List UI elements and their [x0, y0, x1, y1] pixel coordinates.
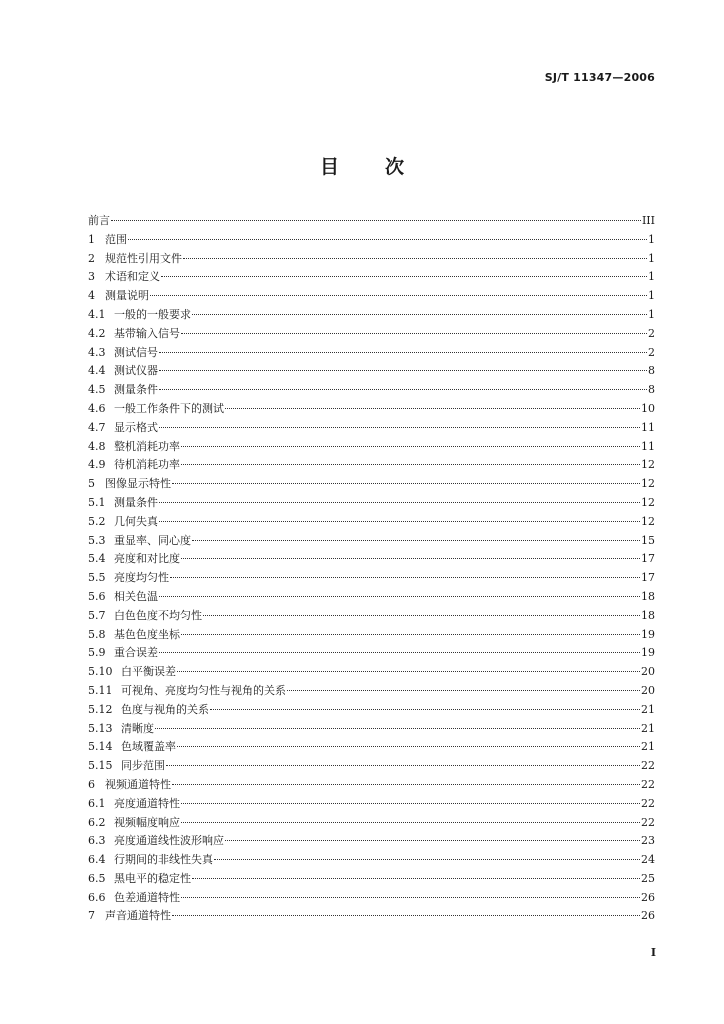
toc-entry[interactable] — [88, 720, 655, 739]
toc-entry[interactable] — [88, 231, 655, 250]
toc-entry-title: 亮度均匀性 — [114, 571, 169, 585]
toc-entry-page: 1 — [648, 270, 655, 284]
toc-entry-title: 待机消耗功率 — [114, 458, 180, 472]
toc-leader-dots — [159, 426, 640, 428]
toc-leader-dots — [181, 633, 640, 635]
toc-entry-title: 整机消耗功率 — [114, 439, 180, 453]
toc-entry-number: 6.2 — [88, 815, 106, 829]
toc-entry[interactable] — [88, 626, 655, 645]
toc-leader-dots — [128, 238, 647, 240]
toc-entry-page: 19 — [641, 627, 655, 641]
toc-entry-title: 色域覆盖率 — [121, 740, 176, 754]
toc-leader-dots — [203, 614, 640, 616]
toc-entry[interactable] — [88, 532, 655, 551]
toc-entry[interactable] — [88, 494, 655, 513]
toc-leader-dots — [183, 257, 647, 259]
toc-entry[interactable] — [88, 306, 655, 325]
page-title — [0, 152, 724, 179]
toc-entry-page: 26 — [641, 909, 655, 923]
toc-entry-number: 5.8 — [88, 627, 106, 641]
toc-entry-number: 5.5 — [88, 571, 106, 585]
toc-leader-dots — [159, 501, 640, 503]
toc-entry-page: III — [641, 214, 655, 227]
toc-entry-number: 4.4 — [88, 364, 106, 378]
toc-entry-number: 5.12 — [88, 702, 113, 716]
toc-leader-dots — [181, 802, 640, 804]
toc-leader-dots — [225, 407, 640, 409]
toc-entry-page: 22 — [641, 815, 655, 829]
toc-entry[interactable] — [88, 381, 655, 400]
toc-entry-page: 26 — [641, 890, 655, 904]
toc-entry-number: 6.6 — [88, 890, 106, 904]
toc-entry-page: 23 — [641, 834, 655, 848]
toc-leader-dots — [192, 539, 640, 541]
toc-entry-number: 4.9 — [88, 458, 106, 472]
toc-entry-title: 测量说明 — [105, 289, 149, 303]
toc-entry-page: 17 — [641, 571, 655, 585]
toc-entry-number: 5.2 — [88, 514, 106, 528]
toc-entry-number: 5.3 — [88, 533, 106, 547]
toc-entry[interactable] — [88, 475, 655, 494]
toc-leader-dots — [150, 294, 647, 296]
toc-leader-dots — [172, 914, 640, 916]
toc-leader-dots — [192, 313, 647, 315]
toc-entry-title: 清晰度 — [121, 721, 154, 735]
toc-entry-number: 3 — [88, 270, 95, 284]
toc-entry-number: 5.9 — [88, 646, 106, 660]
toc-entry[interactable] — [88, 607, 655, 626]
toc-leader-dots — [172, 783, 640, 785]
toc-entry-number: 4.6 — [88, 401, 106, 415]
toc-entry-title: 视频通道特性 — [105, 777, 171, 791]
toc-entry[interactable] — [88, 851, 655, 870]
toc-entry-number: 5.1 — [88, 495, 106, 509]
toc-entry[interactable] — [88, 907, 655, 926]
toc-entry[interactable] — [88, 344, 655, 363]
toc-entry-page: 8 — [648, 383, 655, 397]
toc-entry-number: 5.6 — [88, 589, 106, 603]
toc-leader-dots — [166, 764, 640, 766]
toc-entry-page: 22 — [641, 777, 655, 791]
toc-entry-number: 5.7 — [88, 608, 106, 622]
toc-entry-title: 亮度通道特性 — [114, 796, 180, 810]
toc-entry[interactable] — [88, 644, 655, 663]
toc-entry[interactable] — [88, 569, 655, 588]
toc-entry-title: 几何失真 — [114, 514, 158, 528]
toc-leader-dots — [181, 821, 640, 823]
toc-leader-dots — [159, 651, 640, 653]
toc-leader-dots — [111, 219, 641, 221]
toc-entry-title: 基色色度坐标 — [114, 627, 180, 641]
toc-leader-dots — [287, 689, 640, 691]
toc-entry-page: 21 — [641, 721, 655, 735]
standard-code: SJ/T 11347—2006 — [544, 71, 655, 84]
toc-entry[interactable] — [88, 400, 655, 419]
toc-entry[interactable] — [88, 814, 655, 833]
toc-leader-dots — [181, 463, 640, 465]
toc-entry-page: 8 — [648, 364, 655, 378]
toc-entry-page: 12 — [641, 514, 655, 528]
toc-entry-title: 重合误差 — [114, 646, 158, 660]
toc-entry[interactable] — [88, 362, 655, 381]
toc-entry-page: 11 — [641, 420, 655, 434]
toc-entry-title: 白平衡误差 — [121, 665, 176, 679]
toc-entry-number: 5.4 — [88, 552, 106, 566]
toc-entry-page: 2 — [648, 345, 655, 359]
toc-entry[interactable] — [88, 438, 655, 457]
toc-entry-number: 2 — [88, 251, 95, 265]
toc-entry-title: 声音通道特性 — [105, 909, 171, 923]
toc-entry[interactable] — [88, 738, 655, 757]
toc-entry-page: 12 — [641, 477, 655, 491]
toc-entry-page: 20 — [641, 683, 655, 697]
toc-entry-number: 4.5 — [88, 383, 106, 397]
toc-entry-number: 4.7 — [88, 420, 106, 434]
toc-entry[interactable] — [88, 325, 655, 344]
toc-entry-page: 1 — [648, 307, 655, 321]
toc-entry-page: 10 — [641, 401, 655, 415]
toc-entry-page: 11 — [641, 439, 655, 453]
toc-entry-title: 前言 — [88, 214, 110, 227]
toc-entry-page: 22 — [641, 796, 655, 810]
toc-entry-page: 12 — [641, 458, 655, 472]
toc-entry-title: 同步范围 — [121, 759, 165, 773]
toc-entry[interactable] — [88, 456, 655, 475]
toc-entry-number: 4.1 — [88, 307, 106, 321]
toc-leader-dots — [155, 727, 640, 729]
toc-entry-title: 白色色度不均匀性 — [114, 608, 202, 622]
toc-entry-title: 范围 — [105, 232, 127, 246]
toc-entry-title: 行期间的非线性失真 — [114, 853, 213, 867]
toc-entry[interactable] — [88, 832, 655, 851]
toc-entry[interactable] — [88, 795, 655, 814]
toc-entry-title: 色差通道特性 — [114, 890, 180, 904]
toc-entry-number: 5 — [88, 477, 95, 491]
title-char-2: 次 — [385, 156, 405, 178]
toc-entry-title: 黑电平的稳定性 — [114, 871, 191, 885]
toc-entry[interactable] — [88, 212, 655, 231]
toc-entry[interactable] — [88, 889, 655, 908]
toc-entry-title: 图像显示特性 — [105, 477, 171, 491]
toc-leader-dots — [181, 445, 640, 447]
toc-entry-title: 色度与视角的关系 — [121, 702, 209, 716]
toc-entry-page: 2 — [648, 326, 655, 340]
toc-entry-title: 可视角、亮度均匀性与视角的关系 — [121, 683, 286, 697]
toc-entry-page: 24 — [641, 853, 655, 867]
toc-entry-number: 4.8 — [88, 439, 106, 453]
toc-entry-page: 20 — [641, 665, 655, 679]
toc-entry-title: 一般的一般要求 — [114, 307, 191, 321]
toc-entry-page: 18 — [641, 589, 655, 603]
toc-entry[interactable] — [88, 513, 655, 532]
toc-entry[interactable] — [88, 287, 655, 306]
toc-entry-page: 15 — [641, 533, 655, 547]
toc-leader-dots — [210, 708, 640, 710]
toc-leader-dots — [225, 839, 640, 841]
toc-entry-title: 显示格式 — [114, 420, 158, 434]
toc-entry-number: 6.4 — [88, 853, 106, 867]
toc-entry-number: 6.5 — [88, 871, 106, 885]
toc-entry-title: 基带输入信号 — [114, 326, 180, 340]
toc-entry-page: 18 — [641, 608, 655, 622]
toc-entry-title: 测量条件 — [114, 383, 158, 397]
toc-entry[interactable] — [88, 701, 655, 720]
toc-entry-title: 规范性引用文件 — [105, 251, 182, 265]
toc-entry[interactable] — [88, 663, 655, 682]
toc-entry-page: 1 — [648, 232, 655, 246]
toc-entry-page: 1 — [648, 251, 655, 265]
toc-leader-dots — [214, 858, 640, 860]
toc-entry[interactable] — [88, 682, 655, 701]
toc-entry-title: 视频幅度响应 — [114, 815, 180, 829]
toc-entry-number: 4 — [88, 289, 95, 303]
toc-entry-page: 17 — [641, 552, 655, 566]
toc-entry-title: 一般工作条件下的测试 — [114, 401, 224, 415]
toc-entry-title: 重显率、同心度 — [114, 533, 191, 547]
toc-entry-number: 4.2 — [88, 326, 106, 340]
toc-leader-dots — [161, 275, 647, 277]
toc-entry-title: 测试仪器 — [114, 364, 158, 378]
toc-entry-page: 22 — [641, 759, 655, 773]
toc-entry[interactable] — [88, 588, 655, 607]
toc-leader-dots — [170, 576, 640, 578]
toc-entry[interactable] — [88, 250, 655, 269]
toc-entry-title: 术语和定义 — [105, 270, 160, 284]
toc-leader-dots — [159, 595, 640, 597]
toc-entry[interactable] — [88, 776, 655, 795]
toc-entry-title: 亮度和对比度 — [114, 552, 180, 566]
toc-entry-page: 12 — [641, 495, 655, 509]
title-char-1: 目 — [319, 156, 339, 178]
toc-entry-page: 1 — [648, 289, 655, 303]
toc-leader-dots — [181, 896, 640, 898]
toc-entry-number: 5.14 — [88, 740, 113, 754]
toc-entry-page: 21 — [641, 740, 655, 754]
toc-entry-number: 6.3 — [88, 834, 106, 848]
toc-entry[interactable] — [88, 550, 655, 569]
toc-entry[interactable] — [88, 870, 655, 889]
toc-entry-number: 5.11 — [88, 683, 113, 697]
toc-leader-dots — [181, 332, 647, 334]
toc-leader-dots — [159, 520, 640, 522]
toc-entry-number: 1 — [88, 232, 95, 246]
toc-entry-title: 亮度通道线性波形响应 — [114, 834, 224, 848]
page-number: I — [650, 946, 656, 959]
toc-entry[interactable] — [88, 757, 655, 776]
toc-entry[interactable] — [88, 268, 655, 287]
table-of-contents — [88, 212, 655, 926]
toc-entry-title: 测量条件 — [114, 495, 158, 509]
toc-entry-number: 7 — [88, 909, 95, 923]
toc-leader-dots — [159, 388, 647, 390]
toc-leader-dots — [172, 482, 640, 484]
toc-leader-dots — [181, 557, 640, 559]
toc-entry[interactable] — [88, 419, 655, 438]
toc-entry-number: 5.15 — [88, 759, 113, 773]
toc-entry-number: 5.10 — [88, 665, 113, 679]
toc-entry-number: 6 — [88, 777, 95, 791]
toc-leader-dots — [192, 877, 640, 879]
toc-entry-title: 测试信号 — [114, 345, 158, 359]
toc-entry-page: 21 — [641, 702, 655, 716]
toc-leader-dots — [177, 745, 640, 747]
toc-entry-title: 相关色温 — [114, 589, 158, 603]
toc-leader-dots — [159, 369, 647, 371]
toc-leader-dots — [159, 351, 647, 353]
toc-entry-number: 6.1 — [88, 796, 106, 810]
toc-entry-page: 25 — [641, 871, 655, 885]
toc-entry-number: 4.3 — [88, 345, 106, 359]
toc-entry-page: 19 — [641, 646, 655, 660]
toc-leader-dots — [177, 670, 640, 672]
toc-entry-number: 5.13 — [88, 721, 113, 735]
